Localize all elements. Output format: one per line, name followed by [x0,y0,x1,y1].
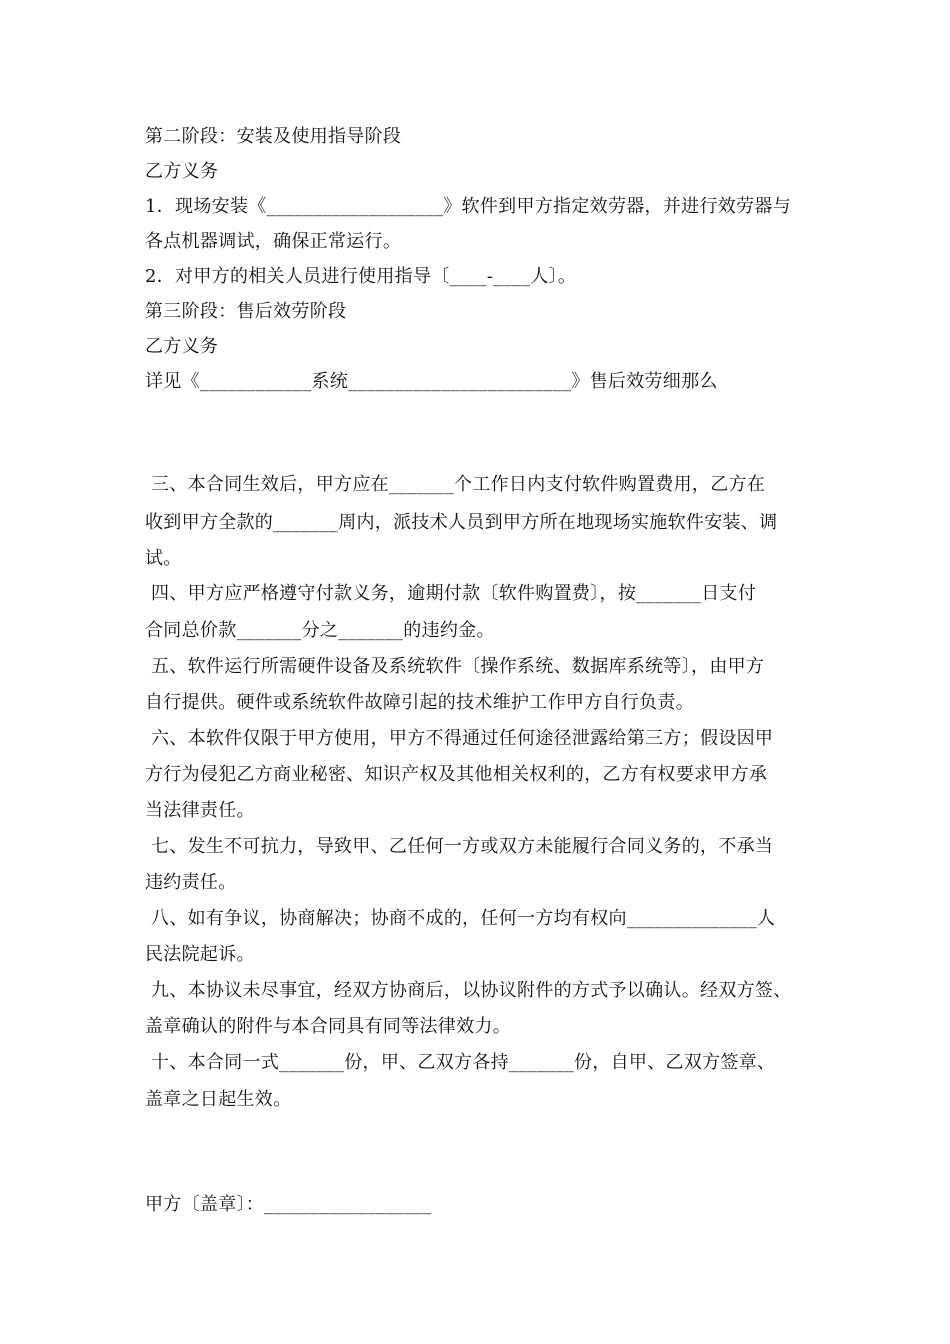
stage2-item2: 2．对甲方的相关人员进行使用指导〔____-____人〕。 [145,266,577,287]
clause-6-line2: 方行为侵犯乙方商业秘密、知识产权及其他相关权利的，乙方有权要求甲方承 [145,764,768,785]
party-a-signature-line: 甲方〔盖章〕：__________________ [145,1194,432,1215]
clause-8-line1: 八、如有争议，协商解决；协商不成的，任何一方均有权向______________人 [145,908,776,929]
stage2-obligation-label: 乙方义务 [145,161,219,182]
clause-9-line2: 盖章确认的附件与本合同具有同等法律效力。 [145,1016,511,1037]
clause-4-line2: 合同总价款_______分之_______的违约金。 [145,620,495,641]
stage3-detail: 详见《____________系统________________________》售后效劳细那么 [145,371,718,392]
clause-9-line1: 九、本协议未尽事宜，经双方协商后，以协议附件的方式予以确认。经双方签、 [145,980,792,1001]
clause-7-line2: 违约责任。 [145,872,237,893]
clause-3-line2: 收到甲方全款的_______周内，派技术人员到甲方所在地现场实施软件安装、调 [145,512,778,533]
clause-8-line2: 民法院起诉。 [145,944,255,965]
stage3-obligation-label: 乙方义务 [145,336,219,357]
clause-7-line1: 七、发生不可抗力，导致甲、乙任何一方或双方未能履行合同义务的，不承当 [145,836,774,857]
clause-6-line3: 当法律责任。 [145,800,255,821]
clause-5-line1: 五、软件运行所需硬件设备及系统软件〔操作系统、数据库系统等〕，由甲方 [145,656,765,677]
clause-4-line1: 四、甲方应严格遵守付款义务，逾期付款〔软件购置费〕，按_______日支付 [145,583,757,604]
clause-10-line1: 十、本合同一式_______份，甲、乙双方各持_______份，自甲、乙双方签章、 [145,1052,776,1073]
stage2-item1-line2: 各点机器调试，确保正常运行。 [145,231,402,252]
clause-5-line2: 自行提供。硬件或系统软件故障引起的技术维护工作甲方自行负责。 [145,692,694,713]
clause-10-line2: 盖章之日起生效。 [145,1089,292,1110]
clause-3-line1: 三、本合同生效后，甲方应在_______个工作日内支付软件购置费用，乙方在 [145,474,766,495]
clause-3-line3: 试。 [145,548,182,569]
stage3-heading: 第三阶段：售后效劳阶段 [145,301,347,322]
stage2-heading: 第二阶段：安装及使用指导阶段 [145,126,402,147]
clause-6-line1: 六、本软件仅限于甲方使用，甲方不得通过任何途径泄露给第三方；假设因甲 [145,728,774,749]
stage2-item1-line1: 1．现场安装《___________________》软件到甲方指定效劳器，并进行效劳器与 [145,196,791,217]
